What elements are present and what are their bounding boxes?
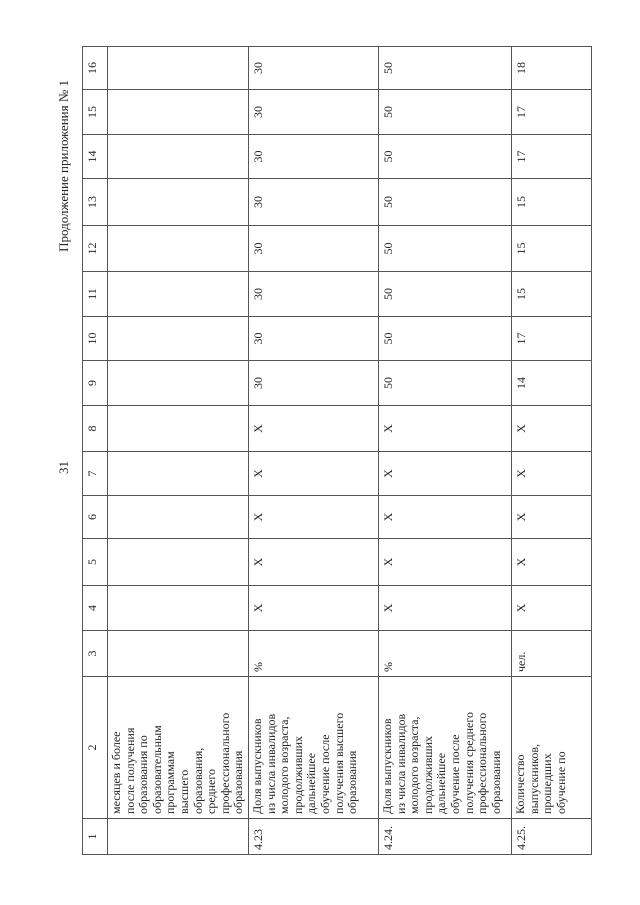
indicator-name-line: Количество [512,754,527,814]
indicator-name [108,677,249,819]
column-header-4: 4 [83,586,108,631]
value-cell [108,226,249,272]
value-cell: 50 [378,317,511,361]
value-cell [108,452,249,496]
value-cell: 30 [248,317,378,361]
indicator-name-line: образовательным [149,725,164,814]
value-cell: 17 [511,90,591,135]
value-cell: X [248,452,378,496]
page-number: 31 [56,461,71,474]
unit-cell [108,631,249,677]
indicator-name [511,677,591,819]
indicator-name-line: образования, [190,747,205,814]
column-header-13: 13 [83,179,108,226]
unit-cell: % [378,631,511,677]
indicator-name-line: дальнейшее [434,752,449,814]
value-cell: X [511,586,591,631]
column-header-1: 1 [83,819,108,855]
column-header-14: 14 [83,135,108,179]
value-cell: X [511,452,591,496]
indicator-name-line: Доля выпускников [249,718,264,814]
indicator-name-line: из числа инвалидов [263,713,278,814]
appendix-note: Продолжение приложения № 1 [56,80,71,252]
indicator-name-line: программам [163,751,178,814]
indicator-name-line: обучение после [317,734,332,814]
value-cell: 50 [378,179,511,226]
row-number: 4.23 [248,819,378,855]
value-cell: X [248,496,378,539]
indicator-name-line: молодого возраста, [277,716,292,814]
column-header-3: 3 [83,631,108,677]
column-header-8: 8 [83,406,108,452]
indicator-name-line: после получения [122,727,137,814]
indicator-name-line: образования [488,750,503,814]
value-cell: X [511,496,591,539]
value-cell: 17 [511,317,591,361]
value-cell: X [378,452,511,496]
column-header-11: 11 [83,272,108,317]
value-cell: 15 [511,179,591,226]
value-cell [108,586,249,631]
value-cell: X [378,539,511,586]
value-cell: 15 [511,226,591,272]
row-number: 4.24. [378,819,511,855]
column-header-5: 5 [83,539,108,586]
value-cell: 50 [378,90,511,135]
value-cell: 17 [511,135,591,179]
value-cell: X [511,406,591,452]
column-header-15: 15 [83,90,108,135]
unit-cell: чел. [511,631,591,677]
value-cell: 30 [248,361,378,406]
value-cell: 30 [248,135,378,179]
indicator-name-line: выпускников, [526,743,541,814]
value-cell: 18 [511,47,591,90]
indicator-name [248,677,378,819]
value-cell: X [248,539,378,586]
value-cell: 30 [248,47,378,90]
value-cell [108,539,249,586]
value-cell: 50 [378,135,511,179]
column-header-9: 9 [83,361,108,406]
value-cell: 30 [248,226,378,272]
value-cell [108,179,249,226]
table-row [248,47,378,855]
value-cell: 30 [248,272,378,317]
indicator-name-line: получения высшего [331,712,346,814]
value-cell: 14 [511,361,591,406]
value-cell: 50 [378,226,511,272]
indicator-name-line: продолживших [420,735,435,814]
column-header-6: 6 [83,496,108,539]
value-cell [108,47,249,90]
value-cell [108,361,249,406]
indicator-name-line: образования по [136,735,151,814]
indicator-name-line: среднего [204,769,219,814]
indicator-name-line: дальнейшее [304,752,319,814]
header-row [83,47,108,855]
indicator-name-line: молодого возраста, [407,716,422,814]
indicator-name-line: месяцев и более [109,731,123,814]
indicator-name-line: продолживших [290,735,305,814]
value-cell [108,90,249,135]
value-cell: 15 [511,272,591,317]
value-cell [108,317,249,361]
value-cell [108,496,249,539]
unit-cell: % [248,631,378,677]
value-cell: 30 [248,179,378,226]
indicator-name [378,677,511,819]
indicator-name-line: обучение после [447,734,462,814]
indicator-name-line: обучение по [553,751,568,814]
value-cell: X [378,406,511,452]
indicator-name-line: высшего [176,769,191,814]
value-cell: X [248,586,378,631]
value-cell: 50 [378,272,511,317]
indicator-name-line: прошедших [540,753,555,814]
table-row [511,47,591,855]
column-header-12: 12 [83,226,108,272]
indicator-name-line: профессионального [475,712,490,814]
value-cell: X [378,586,511,631]
row-number: 4.25. [511,819,591,855]
indicator-name-line: образования [345,750,360,814]
value-cell: X [511,539,591,586]
value-cell [108,272,249,317]
indicator-name-line: из числа инвалидов [393,713,408,814]
column-header-16: 16 [83,47,108,90]
value-cell [108,406,249,452]
indicator-name-line: Доля выпускников [379,718,394,814]
value-cell [108,135,249,179]
column-header-2: 2 [83,677,108,819]
value-cell: 50 [378,361,511,406]
column-header-7: 7 [83,452,108,496]
table-row [378,47,511,855]
table-row [108,47,249,855]
indicator-name-line: профессионального [217,712,232,814]
value-cell: 50 [378,47,511,90]
value-cell: X [378,496,511,539]
value-cell: 30 [248,90,378,135]
value-cell: X [248,406,378,452]
indicators-table [82,46,592,855]
row-number [108,819,249,855]
column-header-10: 10 [83,317,108,361]
indicator-name-line: образования [231,750,246,814]
indicator-name-line: получения среднего [461,712,476,814]
